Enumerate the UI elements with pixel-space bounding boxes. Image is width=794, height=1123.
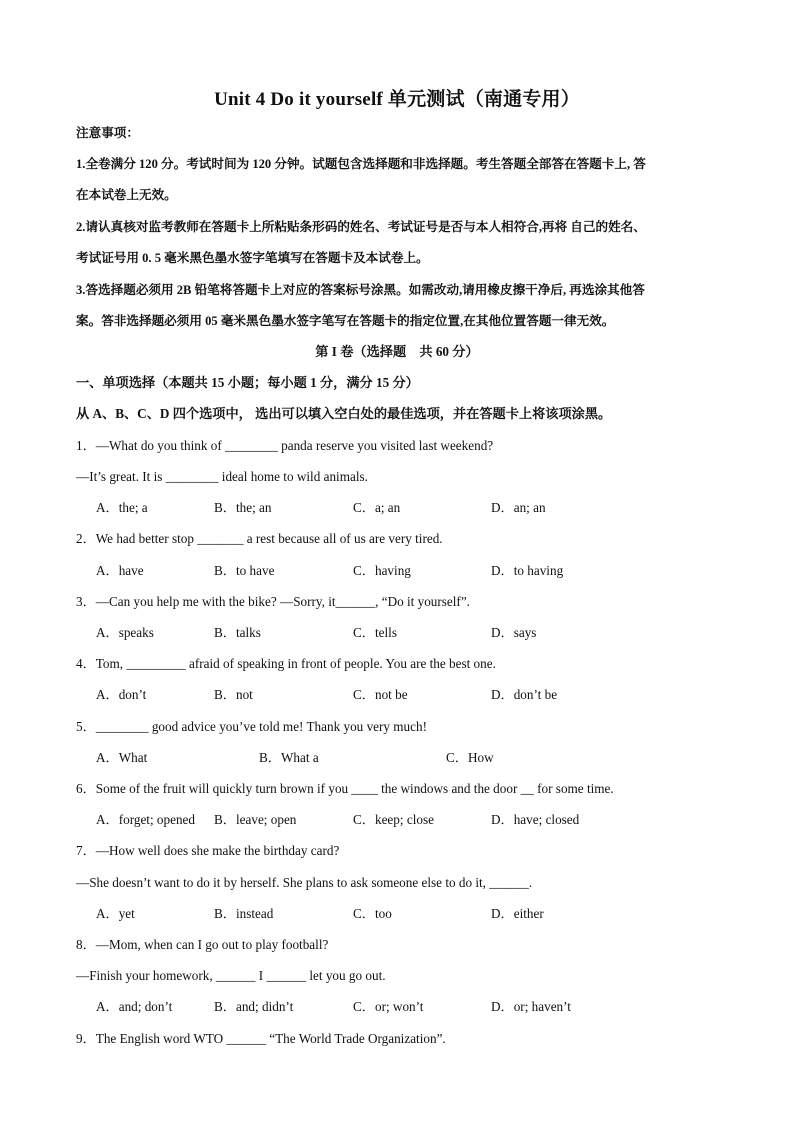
question-stem: 8．—Mom, when can I go out to play football? <box>76 937 329 952</box>
option-a[interactable]: A．and; don’t <box>96 999 173 1014</box>
option-a[interactable]: A．have <box>96 563 144 578</box>
option-d[interactable]: D．to having <box>491 563 564 578</box>
option-a[interactable]: A．speaks <box>96 625 154 640</box>
option-b[interactable]: B．not <box>214 687 253 702</box>
option-b[interactable]: B．to have <box>214 563 275 578</box>
option-d[interactable]: D．either <box>491 906 544 921</box>
option-c[interactable]: C．too <box>353 906 392 921</box>
note-line: 考试证号用 0. 5 毫米黑色墨水签字笔填写在答题卡及本试卷上。 <box>76 251 429 265</box>
option-c[interactable]: C．not be <box>353 687 408 702</box>
section-heading: 一、单项选择（本题共 15 小题；每小题 1 分，满分 15 分） <box>76 375 419 390</box>
section-instruction: 从 A、B、C、D 四个选项中， 选出可以填入空白处的最佳选项，并在答题卡上将该项涂黑。 <box>76 406 612 421</box>
option-a[interactable]: A．don’t <box>96 687 147 702</box>
option-b[interactable]: B．instead <box>214 906 274 921</box>
option-d[interactable]: D．an; an <box>491 500 546 515</box>
note-line: 案。答非选择题必须用 05 毫米黑色墨水签字笔写在答题卡的指定位置,在其他位置答题一律无效。 <box>76 314 615 328</box>
question-stem: 2．We had better stop _______ a rest because all of us are very tired. <box>76 531 443 546</box>
option-a[interactable]: A．What <box>96 750 148 765</box>
option-d[interactable]: D．or; haven’t <box>491 999 571 1014</box>
option-b[interactable]: B．and; didn’t <box>214 999 294 1014</box>
question-stem-continued: —Finish your homework, ______ I ______ let you go out. <box>76 968 386 983</box>
option-c[interactable]: C．How <box>446 750 494 765</box>
option-c[interactable]: C．tells <box>353 625 397 640</box>
note-line: 2.请认真核对监考教师在答题卡上所粘贴条形码的姓名、考试证号是否与本人相符合,再将 自己的姓名、 <box>76 220 646 234</box>
note-line: 1.全卷满分 120 分。考试时间为 120 分钟。试题包含选择题和非选择题。考生答题全部答在答题卡上, 答 <box>76 157 646 171</box>
option-d[interactable]: D．says <box>491 625 537 640</box>
question-stem: 9．The English word WTO ______ “The World Trade Organization”. <box>76 1031 446 1046</box>
notes-heading: 注意事项： <box>76 126 139 140</box>
option-b[interactable]: B．leave; open <box>214 812 297 827</box>
question-stem: 5．________ good advice you’ve told me! Thank you very much! <box>76 719 427 734</box>
option-d[interactable]: D．have; closed <box>491 812 580 827</box>
option-b[interactable]: B．the; an <box>214 500 272 515</box>
option-d[interactable]: D．don’t be <box>491 687 558 702</box>
option-c[interactable]: C．a; an <box>353 500 401 515</box>
note-line: 在本试卷上无效。 <box>76 188 177 202</box>
option-a[interactable]: A．yet <box>96 906 135 921</box>
option-c[interactable]: C．or; won’t <box>353 999 424 1014</box>
question-stem-continued: —She doesn’t want to do it by herself. She plans to ask someone else to do it, ______. <box>76 875 533 890</box>
option-b[interactable]: B．talks <box>214 625 261 640</box>
question-stem: 1．—What do you think of ________ panda reserve you visited last weekend? <box>76 438 494 453</box>
option-c[interactable]: C．keep; close <box>353 812 434 827</box>
part-heading: 第 I 卷（选择题 共 60 分） <box>315 344 479 359</box>
option-b[interactable]: B．What a <box>259 750 319 765</box>
question-stem: 7．—How well does she make the birthday card? <box>76 843 340 858</box>
option-a[interactable]: A．the; a <box>96 500 148 515</box>
question-stem-continued: —It’s great. It is ________ ideal home to wild animals. <box>76 469 368 484</box>
question-stem: 4．Tom, _________ afraid of speaking in front of people. You are the best one. <box>76 656 496 671</box>
question-stem: 6．Some of the fruit will quickly turn brown if you ____ the windows and the door __ for some time. <box>76 781 614 796</box>
option-a[interactable]: A．forget; opened <box>96 812 196 827</box>
note-line: 3.答选择题必须用 2B 铅笔将答题卡上对应的答案标号涂黑。如需改动,请用橡皮擦干净后, 再选涂其他答 <box>76 283 645 297</box>
question-stem: 3．—Can you help me with the bike? —Sorry, it______, “Do it yourself”. <box>76 594 470 609</box>
option-c[interactable]: C．having <box>353 563 411 578</box>
page-title: Unit 4 Do it yourself 单元测试（南通专用） <box>214 89 580 110</box>
